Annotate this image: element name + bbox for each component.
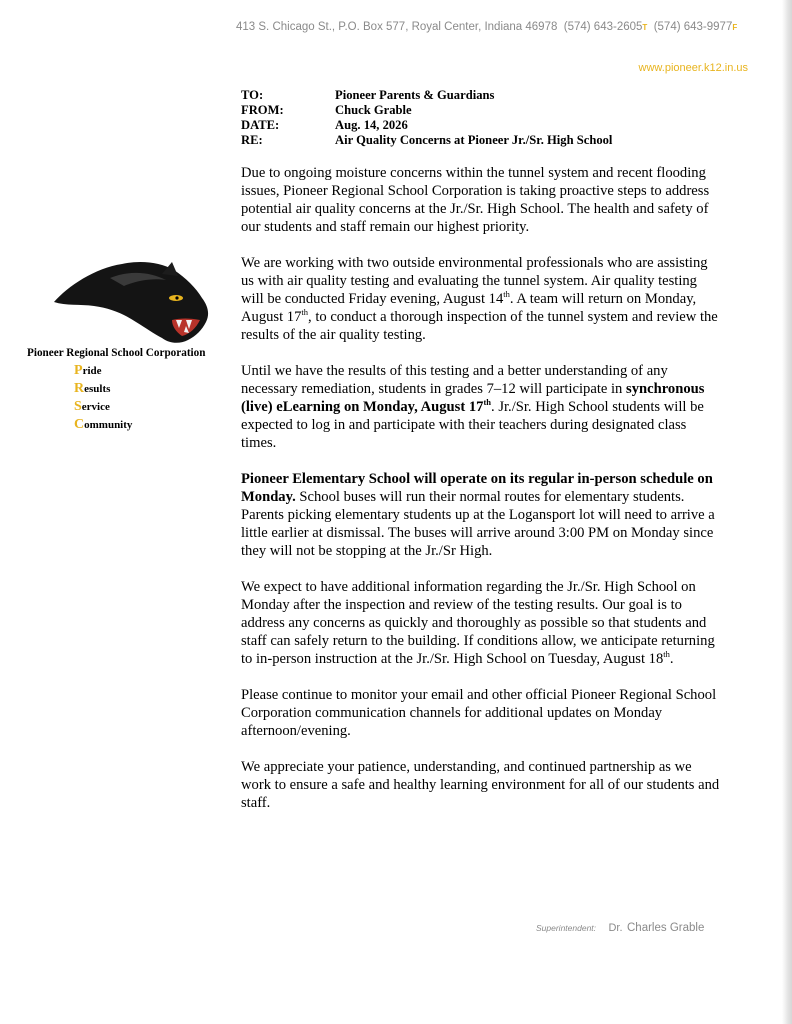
p3-text-b: . Jr./Sr. High School students will be expected to log in and participate with their teachers during designated class times. [241, 399, 704, 451]
phone-tag: T [642, 23, 648, 32]
value-initial: P [74, 363, 83, 378]
org-name: Pioneer Regional School Corporation [27, 347, 206, 359]
values-list [74, 362, 132, 434]
value-item [74, 398, 132, 416]
p2-sup-1: th [503, 289, 510, 300]
p4-text: School buses will run their normal routes for elementary students. Parents picking elementary students up at the Logansport lot will need to arrive a little earlier at dismissal. The buses will arrive around 3:00 PM on Monday since they will not be stopping at the Jr./Sr High. [241, 489, 715, 559]
p4-bold: Pioneer Elementary School will operate on its regular in-person schedule on Monday. [241, 471, 713, 505]
p2-text-a: We are working with two outside environmental professionals who are assisting us with air quality testing and evaluating the tunnel system. Air quality testing will be conducted Friday evening, August 14 [241, 255, 708, 307]
p2-text-c: , to conduct a thorough inspection of the tunnel system and review the results of the air quality testing. [241, 309, 718, 343]
value-initial: R [74, 381, 85, 396]
signature-name: Charles Grable [627, 922, 705, 934]
p3-sup: th [483, 397, 492, 408]
paragraph-2 [241, 254, 721, 344]
letterhead-address [236, 21, 756, 33]
memo-to-value: Pioneer Parents & Guardians [335, 88, 495, 102]
value-rest: ride [82, 365, 102, 377]
paragraph-1: Due to ongoing moisture concerns within the tunnel system and recent flooding issues, Pioneer Regional School Corporation is taking proactive steps to address potential air quality concerns at the Jr./Sr. High School. The health and safety of our students and staff remain our highest priority. [241, 165, 710, 235]
fax-tag: F [732, 23, 738, 32]
memo-from-row [241, 103, 612, 118]
memo-date-label: DATE: [241, 118, 280, 132]
paragraph-6: Please continue to monitor your email and other official Pioneer Regional School Corporation communication channels for additional updates on Monday afternoon/evening. [241, 687, 717, 739]
memo-from-label: FROM: [241, 103, 284, 117]
p5-sup: th [663, 649, 670, 660]
value-item [74, 416, 132, 434]
address-text: 413 S. Chicago St., P.O. Box 577, Royal Center, Indiana 46978 [236, 21, 558, 33]
memo-date-value: Aug. 14, 2026 [335, 118, 408, 132]
signature-block [536, 918, 704, 936]
p5-text-a: We expect to have additional information regarding the Jr./Sr. High School on Monday after the inspection and review of the testing results. Our goal is to address any concerns as quickly and thoroughly as possible so that students and staff can safely return to the building. If conditions allow, we anticipate returning to in-person instruction at the Jr./Sr. High School on Tuesday, August 18 [241, 579, 715, 667]
memo-re-value: Air Quality Concerns at Pioneer Jr./Sr. High School [335, 133, 613, 147]
paragraph-3 [241, 362, 721, 452]
p2-text-b: . A team will return on Monday, August 17 [241, 291, 697, 325]
value-initial: C [74, 417, 85, 432]
panther-logo-icon [50, 258, 215, 348]
page-edge-shadow [782, 0, 792, 1024]
paragraph-7: We appreciate your patience, understanding, and continued partnership as we work to ensure a safe and healthy learning environment for all of our students and staff. [241, 759, 720, 811]
value-rest: esults [84, 383, 111, 395]
value-rest: ervice [81, 401, 110, 413]
memo-header [241, 88, 612, 148]
value-rest: ommunity [84, 419, 133, 431]
memo-re-label: RE: [241, 133, 263, 147]
paragraph-4 [241, 470, 721, 560]
memo-from-value: Chuck Grable [335, 103, 412, 117]
value-item [74, 362, 132, 380]
p5-text-b: . [669, 651, 674, 667]
signature-prefix: Dr. [608, 922, 623, 934]
value-item [74, 380, 132, 398]
memo-to-row [241, 88, 612, 103]
memo-date-row [241, 118, 612, 133]
phone-number: (574) 643-2605 [563, 21, 643, 33]
memo-re-row [241, 133, 612, 148]
fax-number: (574) 643-9977 [653, 21, 733, 33]
letter-body [241, 164, 721, 830]
p3-bold-text: synchronous (live) eLearning on Monday, August 17 [241, 381, 705, 415]
memo-to-label: TO: [241, 88, 264, 102]
paragraph-5 [241, 578, 721, 668]
value-initial: S [74, 399, 82, 414]
p3-text-a: Until we have the results of this testing and a better understanding of any necessary remediation, students in grades 7–12 will participate in [241, 363, 668, 397]
signature-title: Superintendent: [536, 923, 597, 933]
p2-sup-2: th [301, 307, 309, 318]
website-link[interactable]: www.pioneer.k12.in.us [638, 62, 748, 74]
